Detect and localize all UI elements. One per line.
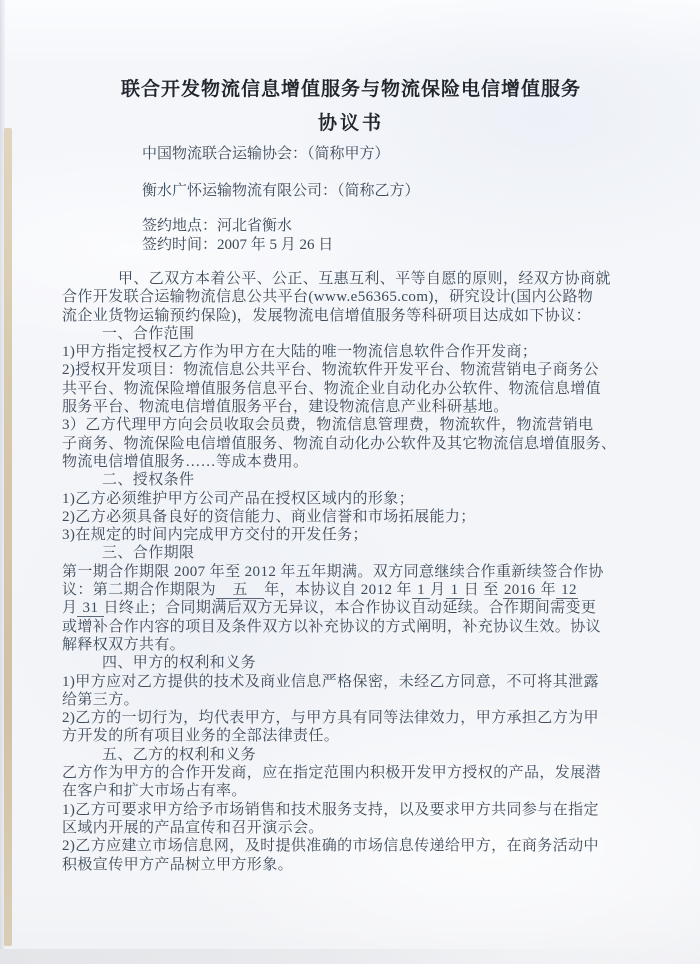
filled-blank-start-day: 1	[446, 582, 463, 599]
section-3-line: 或增补合作内容的项目及条件双方以补充协议的方式阐明，补充协议生效。协议	[62, 618, 602, 635]
section-3-heading: 三、合作期限	[102, 545, 195, 562]
section-5-line: 区域内开展的产品宣传和召开演示会。	[62, 819, 324, 836]
section-2-line: 2)乙方必须具备良好的资信能力、商业信誉和市场拓展能力；	[62, 508, 476, 525]
section-1-line: 共平台、物流保险增值服务信息平台、物流企业自动化办公软件、物流信息增值	[62, 380, 602, 397]
preamble-line: 合作开发联合运输物流信息公共平台(www.e56365.com)，研究设计(国内公路物	[62, 289, 594, 306]
section-5-heading: 五、乙方的权利和义务	[102, 746, 257, 763]
preamble-line: 流企业货物运输预约保险)，发展物流电信增值服务等科研项目达成如下协议：	[62, 307, 591, 324]
section-5-line: 在客户和扩大市场占有率。	[62, 783, 247, 800]
section-4-line: 方开发的所有项目业务的全部法律责任。	[62, 728, 340, 745]
section-5-line: 2)乙方应建立市场信息网，及时提供准确的市场信息传递给甲方，在商务活动中	[62, 838, 599, 855]
section-4-line: 1)甲方应对乙方提供的技术及商业信息严格保密，未经乙方同意，不可将其泄露	[62, 673, 599, 690]
text-segment: 议：第二期合作期限为	[62, 582, 217, 599]
sign-place-line: 签约地点：河北省衡水	[142, 218, 293, 234]
text-segment: 日 至	[463, 582, 503, 599]
section-1-line: 1)甲方指定授权乙方作为甲方在大陆的唯一物流信息软件合作开发商；	[62, 344, 538, 361]
section-3-line-blanks	[62, 599, 640, 617]
section-5-line: 乙方作为甲方的合作开发商，应在指定范围内积极开发甲方授权的产品，发展潜	[62, 765, 602, 782]
section-3-line: 第一期合作期限 2007 年至 2012 年五年期满。双方同意继续合作重新续签合作协	[62, 563, 604, 580]
contract-content	[62, 78, 640, 874]
section-5-line: 积极宣传甲方产品树立甲方形象。	[62, 856, 294, 873]
filled-blank-end-year: 2016	[503, 582, 540, 599]
party-a-line: 中国物流联合运输协会：（简称甲方）	[142, 146, 390, 162]
section-3-line-blanks	[62, 581, 640, 599]
party-b-line: 衡水广怀运输物流有限公司：（简称乙方）	[142, 183, 420, 199]
filled-blank-term-years: 五	[217, 582, 264, 599]
section-2-line: 3)在规定的时间内完成甲方交付的开发任务；	[62, 527, 368, 544]
section-2-line: 1)乙方必须维护甲方公司产品在授权区域内的形象；	[62, 490, 415, 507]
contract-title: 联合开发物流信息增值服务与物流保险电信增值服务	[120, 79, 581, 100]
text-segment: 日终止；合同期满后双方无异议，本合作协议自动延续。合作期间需变更	[103, 600, 597, 617]
section-1-line: 子商务、物流保险电信增值服务、物流自动化办公软件及其它物流信息增值服务、	[62, 435, 617, 452]
section-1-line: 物流电信增值服务……等成本费用。	[62, 453, 309, 470]
scan-bottom-edge	[0, 949, 700, 964]
contract-body	[62, 270, 640, 874]
section-3-line: 解释权双方共有。	[62, 636, 186, 653]
text-segment: 年	[540, 582, 556, 599]
section-1-line: 3）乙方代理甲方向会员收取会员费，物流信息管理费，物流软件，物流营销电	[62, 417, 594, 434]
section-1-line: 2)授权开发项目：物流信息公共平台、物流软件开发平台、物流营销电子商务公	[62, 362, 599, 379]
sign-date-line: 签约时间：2007 年 5 月 26 日	[142, 237, 334, 253]
text-segment: 年，本协议自 2012 年	[264, 582, 412, 599]
filled-blank-end-day: 31	[78, 600, 103, 617]
text-segment: 月	[430, 582, 446, 599]
section-4-line: 给第三方。	[62, 691, 140, 708]
section-4-heading: 四、甲方的权利和义务	[102, 655, 257, 672]
section-1-line: 服务平台、物流电信增值服务平台，建设物流信息产业科研基地。	[62, 399, 509, 416]
section-4-line: 2)乙方的一切行为，均代表甲方，与甲方具有同等法律效力，甲方承担乙方为甲	[62, 710, 599, 727]
section-2-heading: 二、授权条件	[102, 472, 195, 489]
section-1-heading: 一、合作范围	[102, 325, 195, 342]
text-segment: 月	[62, 600, 78, 617]
preamble-line: 甲、乙双方本着公平、公正、互惠互利、平等自愿的原则，经双方协商就	[118, 271, 611, 287]
filled-blank-start-month: 1	[412, 582, 430, 599]
scan-left-tan-strip	[4, 128, 12, 946]
section-5-line: 1)乙方可要求甲方给予市场销售和技术服务支持，以及要求甲方共同参与在指定	[62, 801, 599, 818]
filled-blank-end-month: 12	[557, 582, 577, 599]
contract-subtitle: 协议书	[317, 113, 384, 134]
